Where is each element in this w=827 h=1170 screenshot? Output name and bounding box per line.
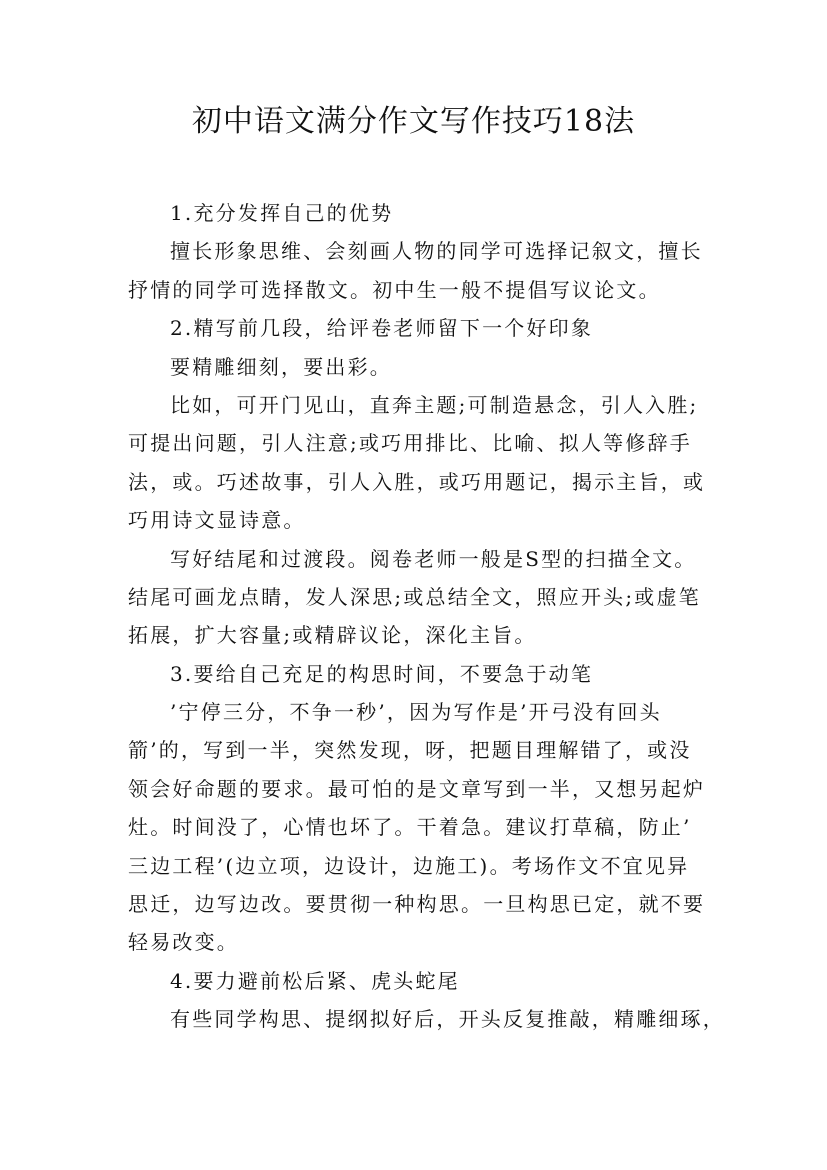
text-line: 拓展，扩大容量;或精辟议论，深化主旨。	[128, 623, 537, 648]
text-line: 灶。时间没了，心情也坏了。干着急。建议打草稿，防止’	[128, 815, 692, 840]
document-title: 初中语文满分作文写作技巧18法	[191, 104, 636, 139]
text-line: 箭’的，写到一半，突然发现，呀，把题目理解错了，或没	[128, 738, 692, 763]
text-line: 轻易改变。	[128, 930, 239, 955]
text-line: 4.要力避前松后紧、虎头蛇尾	[170, 968, 460, 993]
text-line: 2.精写前几段，给评卷老师留下一个好印象	[170, 316, 594, 341]
text-line: 擅长形象思维、会刻画人物的同学可选择记叙文，擅长	[170, 239, 703, 264]
text-line: 巧用诗文显诗意。	[128, 508, 306, 533]
text-line: 结尾可画龙点睛，发人深思;或总结全文，照应开头;或虚笔	[128, 584, 701, 609]
text-line: 思迁，边写边改。要贯彻一种构思。一旦构思已定，就不要	[128, 892, 706, 917]
text-line: 有些同学构思、提纲拟好后，开头反复推敲，精雕细琢，	[170, 1007, 725, 1032]
text-line: 法，或。巧述故事，引人入胜，或巧用题记，揭示主旨，或	[128, 469, 706, 494]
text-line: 抒情的同学可选择散文。初中生一般不提倡写议论文。	[128, 277, 661, 302]
text-line: 写好结尾和过渡段。阅卷老师一般是S型的扫描全文。	[170, 546, 697, 571]
text-line: 3.要给自己充足的构思时间，不要急于动笔	[170, 661, 594, 686]
text-line: ’宁停三分，不争一秒’，因为写作是’开弓没有回头	[170, 700, 662, 725]
document-body	[128, 194, 725, 1039]
text-line: 比如，可开门见山，直奔主题;可制造悬念，引人入胜;	[170, 392, 699, 417]
text-line: 领会好命题的要求。最可怕的是文章写到一半，又想另起炉	[128, 776, 706, 801]
text-line: 1.充分发挥自己的优势	[170, 201, 394, 225]
text-line: 三边工程’(边立项，边设计，边施工)。考场作文不宜见异	[128, 853, 690, 878]
text-line: 可提出问题，引人注意;或巧用排比、比喻、拟人等修辞手	[128, 431, 692, 456]
text-line: 要精雕细刻，要出彩。	[170, 354, 392, 379]
